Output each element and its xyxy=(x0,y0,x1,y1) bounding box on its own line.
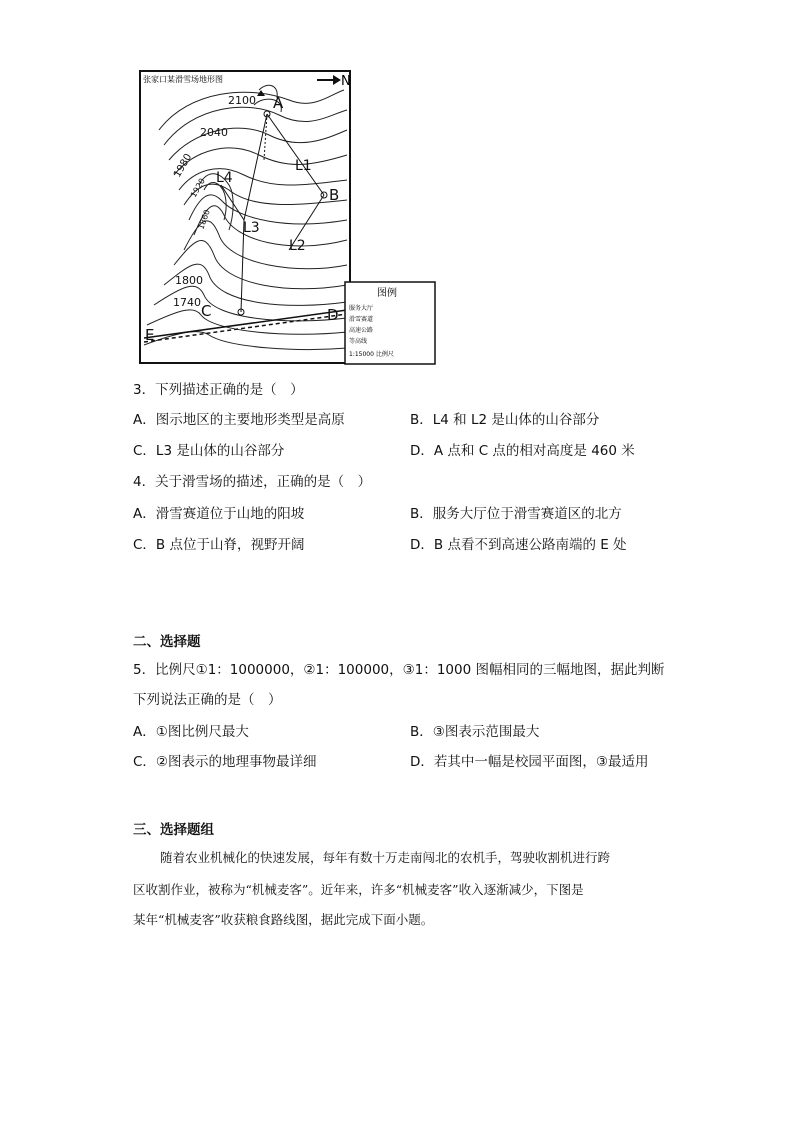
label-l4: L4 xyxy=(216,170,233,186)
q4-stem: 4．关于滑雪场的描述，正确的是（ ） xyxy=(133,474,372,490)
q3-stem: 3．下列描述正确的是（ ） xyxy=(133,382,304,398)
contour-1800: 1800 xyxy=(175,274,203,287)
q3-option-b[interactable]: B．L4 和 L2 是山体的山谷部分 xyxy=(410,412,600,428)
legend-item-4: 等高线 xyxy=(349,338,368,345)
label-l3: L3 xyxy=(243,220,260,236)
topographic-map xyxy=(139,70,438,367)
q5-option-d[interactable]: D．若其中一幅是校园平面图，③最适用 xyxy=(410,754,649,770)
north-label: N xyxy=(341,74,351,89)
section-2-heading: 二、选择题 xyxy=(133,634,201,650)
label-a: A xyxy=(273,94,284,112)
q5-option-a[interactable]: A．①图比例尺最大 xyxy=(133,724,249,740)
q4-option-a[interactable]: A．滑雪赛道位于山地的阳坡 xyxy=(133,506,305,522)
contour-1860: 1860 xyxy=(196,208,212,231)
q3-option-c[interactable]: C．L3 是山体的山谷部分 xyxy=(133,443,285,459)
passage-line-3: 某年“机械麦客”收获粮食路线图，据此完成下面小题。 xyxy=(133,912,434,927)
q3-option-a[interactable]: A．图示地区的主要地形类型是高原 xyxy=(133,412,345,428)
q5-option-c[interactable]: C．②图表示的地理事物最详细 xyxy=(133,754,317,770)
label-l2: L2 xyxy=(289,238,306,254)
contour-1740: 1740 xyxy=(173,296,201,309)
section-3-heading: 三、选择题组 xyxy=(133,822,214,838)
legend-item-5: 1:15000 比例尺 xyxy=(349,351,394,358)
label-e: E xyxy=(145,326,155,344)
contour-2040: 2040 xyxy=(200,126,228,139)
q4-option-c[interactable]: C．B 点位于山脊，视野开阔 xyxy=(133,537,305,553)
q3-option-d[interactable]: D．A 点和 C 点的相对高度是 460 米 xyxy=(410,443,635,459)
map-title: 张家口某滑雪场地形图 xyxy=(143,75,223,84)
q5-option-b[interactable]: B．③图表示范围最大 xyxy=(410,724,540,740)
legend-title: 图例 xyxy=(377,288,397,299)
label-d: D xyxy=(327,306,339,324)
q5-stem-line2: 下列说法正确的是（ ） xyxy=(133,692,282,708)
passage-line-2: 区收割作业，被称为“机械麦客”。近年来，许多“机械麦客”收入逐渐减少，下图是 xyxy=(133,882,584,897)
legend-item-1: 服务大厅 xyxy=(349,305,374,312)
label-c: C xyxy=(201,302,212,320)
label-l1: L1 xyxy=(295,158,312,174)
contour-1980: 1980 xyxy=(172,151,195,180)
label-b: B xyxy=(329,186,340,204)
passage-line-1: 随着农业机械化的快速发展，每年有数十万走南闯北的农机手，驾驶收割机进行跨 xyxy=(160,850,611,865)
q4-option-d[interactable]: D．B 点看不到高速公路南端的 E 处 xyxy=(410,537,627,553)
q5-stem-line1: 5．比例尺①1：1000000，②1：100000，③1：1000 图幅相同的三幅地图，据此判断 xyxy=(133,662,665,678)
contour-1920: 1920 xyxy=(188,176,207,199)
map-svg xyxy=(139,70,438,367)
legend-item-2: 滑雪赛道 xyxy=(349,316,374,323)
q4-option-b[interactable]: B．服务大厅位于滑雪赛道区的北方 xyxy=(410,506,622,522)
legend-item-3: 高速公路 xyxy=(349,327,374,334)
contour-2100: 2100 xyxy=(228,94,256,107)
map-legend xyxy=(345,282,435,364)
